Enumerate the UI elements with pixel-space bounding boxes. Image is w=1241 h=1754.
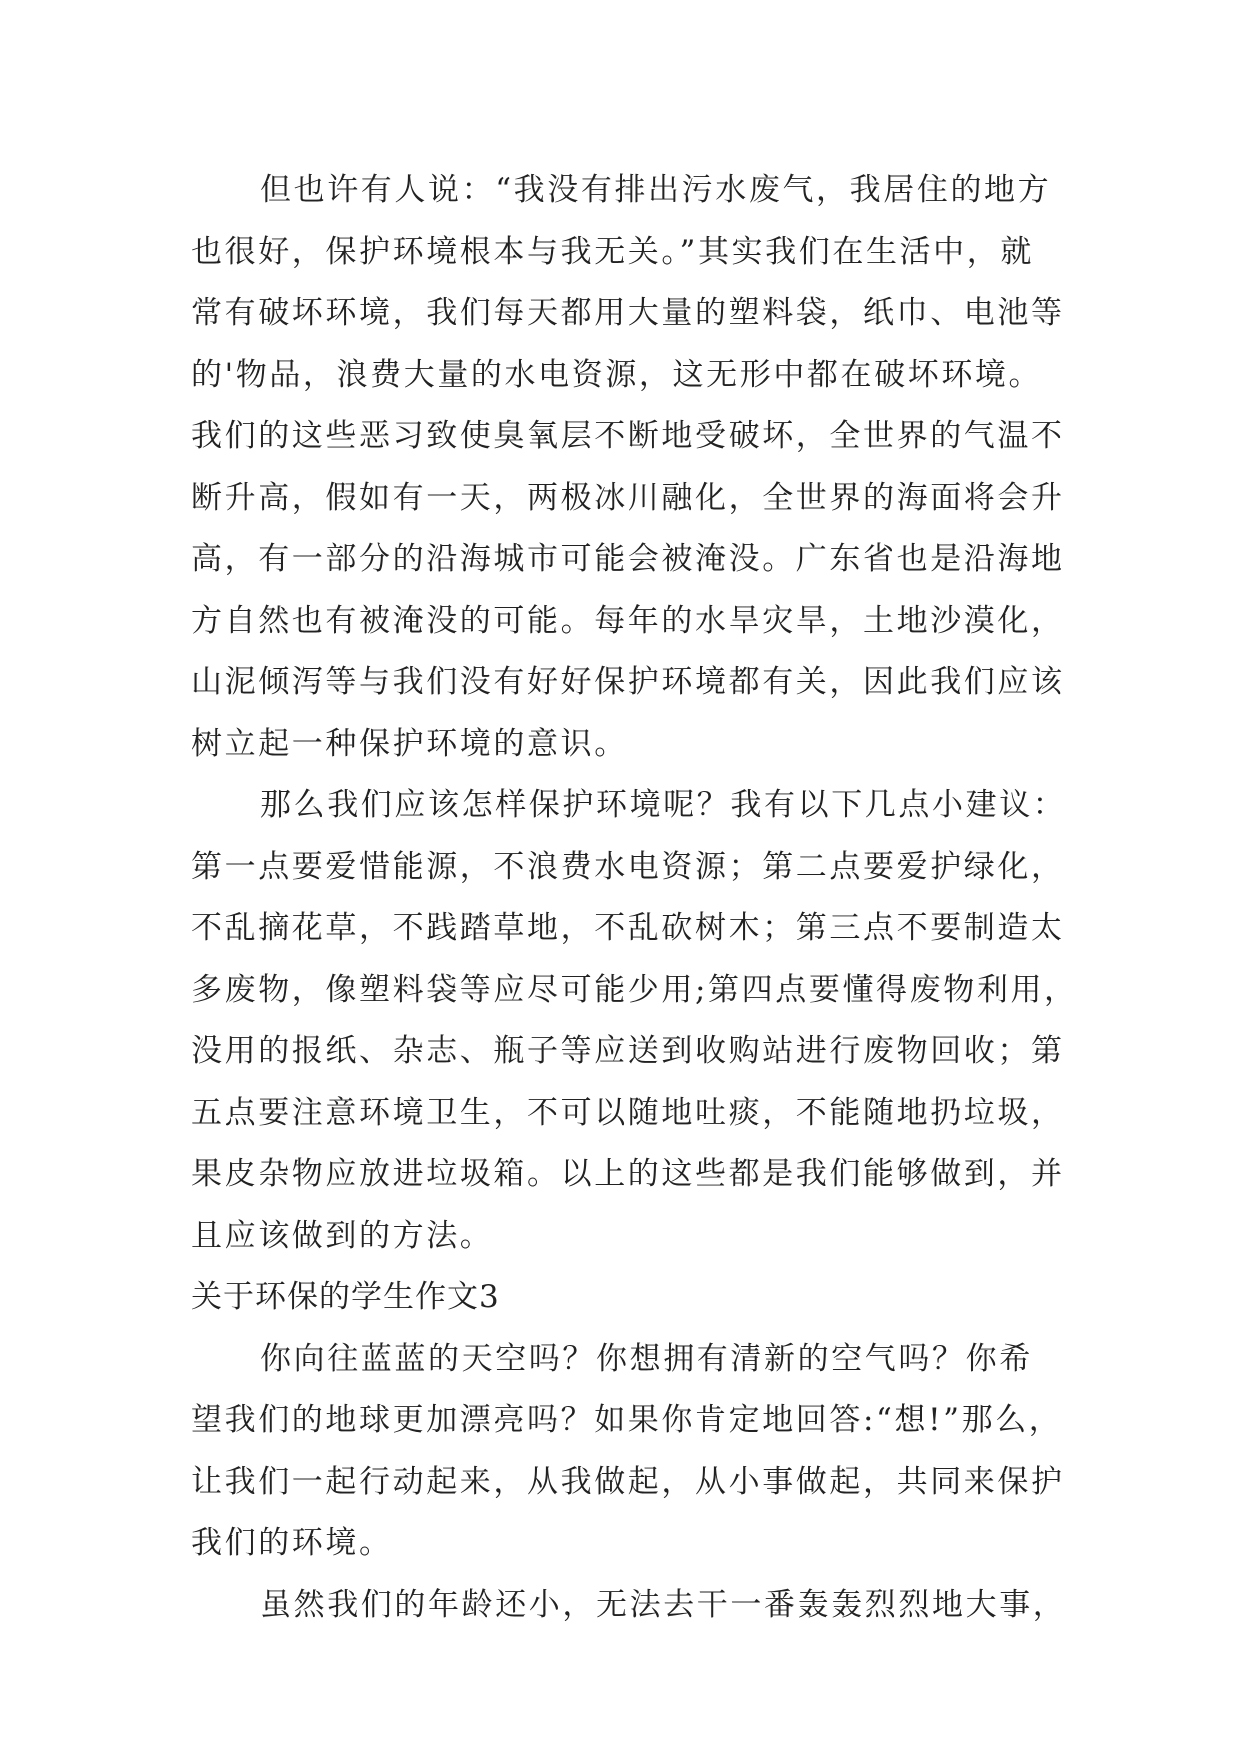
paragraph-line: 且应该做到的方法。 [191,1217,494,1254]
paragraph-line: 我们的这些恶习致使臭氧层不断地受破坏，全世界的气温不 [191,418,1065,454]
paragraph-line: 第一点要爱惜能源，不浪费水电资源；第二点要爱护绿化， [191,848,1065,885]
paragraph-line: 不乱摘花草，不践踏草地，不乱砍树木；第三点不要制造太 [191,910,1065,946]
paragraph-line: 没用的报纸、杂志、瓶子等应送到收购站进行废物回收；第 [191,1033,1065,1069]
paragraph-line: 断升高，假如有一天，两极冰川融化，全世界的海面将会升 [191,479,1065,516]
paragraph-line: 五点要注意环境卫生，不可以随地吐痰，不能随地扔垃圾， [191,1094,1065,1131]
paragraph-line: 我们的环境。 [191,1525,393,1561]
paragraph-line: 山泥倾泻等与我们没有好好保护环境都有关，因此我们应该 [191,664,1065,700]
paragraph-line: 你向往蓝蓝的天空吗？你想拥有清新的空气吗？你希 [260,1340,1033,1377]
paragraph-line: 但也许有人说：“我没有排出污水废气，我居住的地方 [260,172,1052,208]
paragraph-line: 多废物，像塑料袋等应尽可能少用;第四点要懂得废物利用， [191,971,1078,1008]
paragraph-line: 果皮杂物应放进垃圾箱。以上的这些都是我们能够做到，并 [191,1156,1065,1192]
paragraph-line: 高，有一部分的沿海城市可能会被淹没。广东省也是沿海地 [191,541,1065,577]
paragraph-line: 望我们的地球更加漂亮吗？如果你肯定地回答:“想!”那么， [191,1402,1063,1438]
paragraph-line: 常有破坏环境，我们每天都用大量的塑料袋，纸巾、电池等 [191,295,1065,331]
paragraph-line: 树立起一种保护环境的意识。 [191,725,628,762]
paragraph-line: 虽然我们的年龄还小，无法去干一番轰轰烈烈地大事， [260,1586,1067,1623]
paragraph-line: 那么我们应该怎样保护环境呢？我有以下几点小建议： [260,787,1067,823]
document-body [191,160,1078,1636]
paragraph-line: 方自然也有被淹没的可能。每年的水旱灾旱，土地沙漠化， [191,602,1065,639]
section-heading: 关于环保的学生作文3 [191,1279,500,1315]
paragraph-line: 也很好，保护环境根本与我无关。”其实我们在生活中，就 [191,233,1034,270]
paragraph-line: 的'物品，浪费大量的水电资源，这无形中都在破坏环境。 [191,356,1043,393]
paragraph-line: 让我们一起行动起来，从我做起，从小事做起，共同来保护 [191,1463,1065,1500]
